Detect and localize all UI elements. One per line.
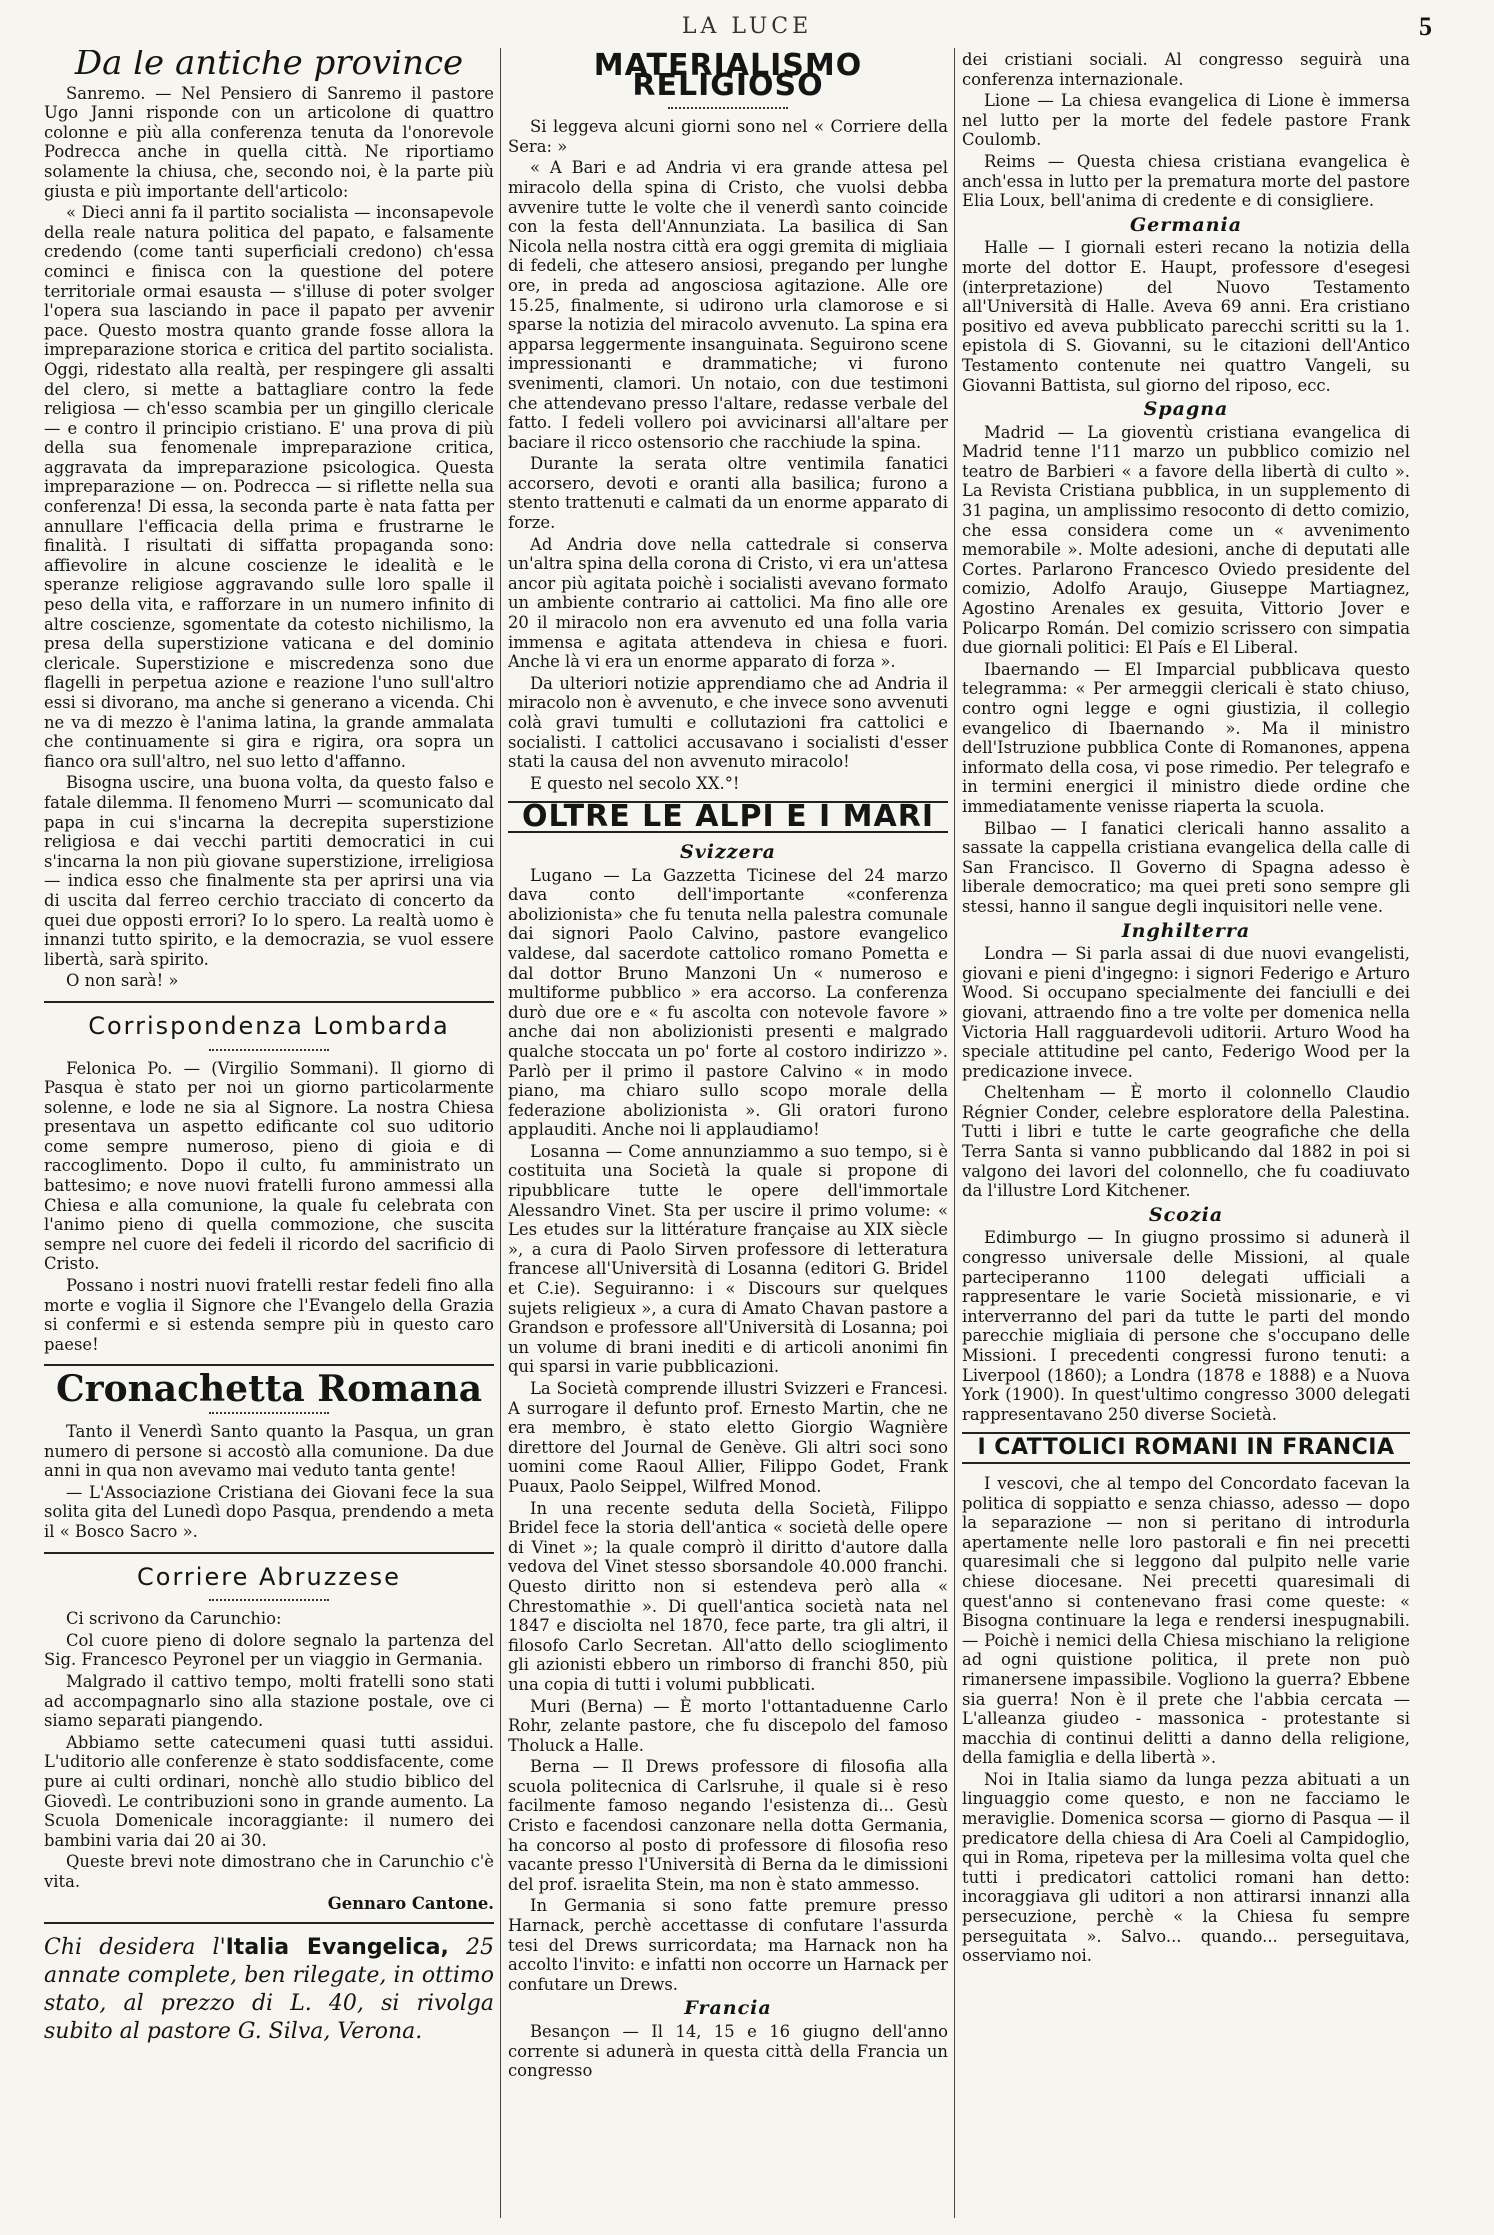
article-paragraph: E questo nel secolo XX.°!: [530, 773, 740, 793]
advertisement: [44, 1922, 494, 2046]
article-paragraph: Besançon — Il 14, 15 e 16 giugno dell'anno corrente si adunerà in questa città della Francia un congresso: [508, 2022, 948, 2081]
article-paragraph: Ci scrivono da Carunchio:: [66, 1609, 282, 1629]
section-divider: [44, 1552, 494, 1564]
article-paragraph: dei cristiani sociali. Al congresso seguirà una conferenza internazionale.: [962, 50, 1410, 89]
section-title-cronachetta-romana: Cronachetta Romana: [55, 1368, 483, 1411]
section-title-oltre-le-alpi: OLTRE LE ALPI E I MARI: [521, 799, 934, 835]
article-paragraph: Noi in Italia siamo da lunga pezza abituati a un linguaggio come questo, e non ne facciamo le meraviglie. Domenica scorsa — giorno di Pasqua — il predicatore della chiesa di Ara Coeli al Campidoglio, qui in Roma, ripeteva per la millesima volta quel che tutti i predicatori cattolici romani han detto: incoraggiava gli uditori a non attirarsi innanzi alla persecuzione, perchè « la Chiesa fu sempre perseguitata ». Salvo... quando... perseguitava, osserviamo noi.: [962, 1769, 1410, 1966]
ad-body: 25 annate complete, ben rilegate, in ottimo stato, al prezzo di L. 40, si rivolga subito al pastore G. Silva, Verona.: [44, 1935, 494, 2045]
section-title-box: [962, 1432, 1410, 1464]
column-rule: [500, 48, 501, 2218]
ad-lead: Chi desidera l': [44, 1935, 226, 1961]
article-paragraph: Malgrado il cattivo tempo, molti fratelli sono stati ad accompagnarlo sino alla stazione postale, ove ci siamo separati piangendo.: [44, 1671, 494, 1731]
article-paragraph: Da ulteriori notizie apprendiamo che ad Andria il miracolo non è avvenuto, e che invece sono avvenuti colà gravi tumulti e collutazioni fra cattolici e socialisti. I cattolici accusavano i socialisti d'esser stati la causa del non avvenuto miracolo!: [508, 673, 948, 772]
article-paragraph: Ibaernando — El Imparcial pubblicava questo telegramma: « Per armeggii clericali è stato chiuso, contro ogni legge e ogni giustizia, il collegio evangelico di Ibaernando ». Ma il ministro dell'Istruzione pubblica Conte di Romanones, appena informato della cosa, vi pose rimedio. Per telegrafo e in termini energici il ministro diede ordine che immediatamente venisse riaperta la scuola.: [962, 659, 1410, 816]
article-paragraph: « Dieci anni fa il partito socialista — inconsapevole della reale natura politica del papato, e falsamente credendo (come tanti superficiali credono) ch'essa cominci e finisca con la questione del potere territoriale ormai esausta — s'illuse di poter svolger l'opera sua lasciando in pace il papato per avvenir pace. Questo mostra quanto grande fosse allora la impreparazione storica e critica del partito socialista. Oggi, ridestato alla realtà, per respingere gli assalti del clero, si mette a battagliare contro la fede religiosa — ch'esso scambia per un gingillo clericale — e contro il principio cristiano. E' una prova di più della sua fenomenale impreparazione critica, aggravata da impreparazione psicologica. Questa impreparazione — on. Podrecca — si riflette nella sua conferenza! Di essa, la seconda parte è nata fatta per annullare l'efficacia della prima e frustrarne le finalità. I risultati di siffatta propaganda sono: affievolire in alcune coscienze le idealità e le speranze religiose aggravando sulle loro spalle il peso della vita, e rafforzare in un numero infinito di altre coscienze, sgomentate da cotesto nichilismo, la presa della superstizione vaticana e del dominio clericale. Superstizione e miscredenza sono due flagelli in perpetua azione e reazione l'uno sull'altro essi si divorano, ma anche si generano a vicenda. Chi ne va di mezzo è l'anima latina, la grande ammalata che continuamente si gira e rigira, ora sopra un fianco ora sull'altro, nel suo letto d'affanno.: [44, 203, 494, 771]
subsection-inghilterra: Inghilterra: [1121, 919, 1251, 942]
section-title-corriere-abruzzese: Corriere Abruzzese: [137, 1562, 401, 1591]
running-title: LA LUCE: [681, 14, 813, 39]
subsection-spagna: Spagna: [1143, 398, 1229, 421]
article-paragraph: Durante la serata oltre ventimila fanatici accorsero, devoti e oranti alla basilica; furono a stento trattenuti e calmati da un enorme apparato di forze.: [508, 454, 948, 533]
section-title-box: [508, 801, 948, 833]
article-paragraph: Cheltenham — È morto il colonnello Claudio Régnier Conder, celebre esploratore della Palestina. Tutti i libri e tutte le carte geografiche che della Terra Santa si vanno pubblicando dal 1882 in poi si valgono dei lavori del colonnello, che fu coadiuvato da l'illustre Lord Kitchener.: [962, 1083, 1410, 1201]
subsection-svizzera: Svizzera: [680, 840, 776, 863]
article-paragraph: Bisogna uscire, una buona volta, da questo falso e fatale dilemma. Il fenomeno Murri — scomunicato dal papa in cui s'incarna la decrepita superstizione religiosa e dai vecchi partiti democratici in cui s'incarna la non più giovane superstizione, irreligiosa — indica esso che finalmente sta per aprirsi una via di uscita dal ferreo cerchio tracciato di concerto da quei due opposti errori? Io lo spero. La realtà uomo è innanzi tutto spirito, e la democrazia, se vuol essere libertà, sarà spirito.: [44, 773, 494, 969]
article-paragraph: Berna — Il Drews professore di filosofia alla scuola politecnica di Carlsruhe, il quale si è reso facilmente famoso negando l'esistenza di... Gesù Cristo e facendosi canzonare nella dotta Germania, ha concorso al posto di professore di filosofia reso vacante presso l'Università di Berna da le dimissioni del prof. israelita Stein, ma non è stato ammesso.: [508, 1757, 948, 1894]
section-title-cattolici-romani: I CATTOLICI ROMANI IN FRANCIA: [977, 1435, 1395, 1461]
column-2: [508, 50, 948, 2210]
article-paragraph: — L'Associazione Cristiana dei Giovani fece la sua solita gita del Lunedì dopo Pasqua, prendendo a meta il « Bosco Sacro ».: [44, 1482, 494, 1541]
section-title-materialismo-religioso: MATERIALISMO RELIGIOSO: [593, 50, 863, 103]
article-paragraph: « A Bari e ad Andria vi era grande attesa pel miracolo della spina di Cristo, che vuolsi debba avvenire tutte le volte che il venerdì santo coincide con la festa dell'Annunziata. La basilica di San Nicola nella nostra città era oggi gremita di migliaia di fedeli, che attesero ansiosi, pregando per lunghe ore, in preda ad angosciosa agitazione. Alle ore 15.25, finalmente, si udirono urla clamorose e si sparse la notizia del miracolo avvenuto. La spina era apparsa leggermente insanguinata. Seguirono scene impressionanti e drammatiche; vi furono svenimenti, clamori. Un notaio, con due testimoni che attendevano presso l'altare, redasse verbale del fatto. I fedeli vollero poi avvicinarsi all'altare per baciare il ricco ostensorio che racchiude la spina.: [508, 158, 948, 452]
column-rule: [954, 48, 955, 2218]
article-paragraph: In Germania si sono fatte premure presso Harnack, perchè accettasse di confutare l'assurda tesi del Drews surricordata; ma Harnack non ha accolto l'invito: e infatti non occorre un Harnack per confutare un Drews.: [508, 1896, 948, 1994]
column-3: [962, 50, 1410, 2210]
article-paragraph: In una recente seduta della Società, Filippo Bridel fece la storia dell'antica « società delle opere di Vinet »; la quale comprò il diritto d'autore dalla vedova del Vinet stesso sborsandole 40.000 franchi. Questo diritto non si estendeva però alla « Chrestomathie ». Di quell'antica società nata nel 1847 e disciolta nel 1870, fece parte, tra gli altri, il filosofo Carlo Secretan. All'atto dello scioglimento gli azionisti ebbero un rimborso di franchi 850, più una copia di tutti i volumi pubblicati.: [508, 1498, 948, 1694]
article-paragraph: Lugano — La Gazzetta Ticinese del 24 marzo dava conto dell'importante «conferenza abolizionista» che fu tenuta nella palestra comunale dai signori Paolo Calvino, pastore evangelico valdese, dal sacerdote cattolico romano Pometta e dal dottor Bruno Manzoni Un « numeroso e multiforme pubblico » era accorso. La conferenza durò due ore e « fu ascolta con notevole favore » anche dai non abolizionisti presenti e malgrado qualche stoccata un po' forte al costoro indirizzo ». Parlò per il primo il pastore Calvino « in modo piano, ma chiaro sullo scopo morale della federazione abolizionista ». Gli oratori furono applauditi. Anche noi li applaudiamo!: [508, 865, 948, 1140]
page-number: 5: [1419, 12, 1432, 41]
wavy-rule: [209, 1043, 329, 1051]
article-paragraph: Madrid — La gioventù cristiana evangelica di Madrid tenne l'11 marzo un pubblico comizio nel teatro de Barbieri « a favore della libertà di culto ». La Revista Cristiana pubblica, in un supplemento di 31 pagina, un amplissimo resoconto di detto comizio, che essa considera come un « avvenimento memorabile ». Molte adesioni, anche di deputati alle Cortes. Parlarono Francesco Oviedo presidente del comizio, Adolfo Araujo, Giuseppe Martiagnez, Agostino Arenales ex gesuita, Vittorio Jover e Policarpo Román. Del comizio scrissero con simpatia due giornali politici: El País e El Liberal.: [962, 422, 1410, 658]
subsection-scozia: Scozia: [1148, 1203, 1224, 1226]
wavy-rule: [209, 1593, 329, 1601]
article-paragraph: Londra — Si parla assai di due nuovi evangelisti, giovani e pieni d'ingegno: i signori Federigo e Arturo Wood. Si occupano specialmente dei fanciulli e dei giovani, attraendo fino a tre volte per domenica nella Victoria Hall ragguardevoli uditorii. Arturo Wood ha speciale attitudine pel canto, Federigo Wood per la predicazione invece.: [962, 944, 1410, 1081]
article-paragraph: Si leggeva alcuni giorni sono nel « Corriere della Sera: »: [508, 117, 948, 156]
signature: Gennaro Cantone.: [327, 1894, 494, 1914]
subsection-francia: Francia: [684, 1997, 772, 2020]
article-paragraph: Halle — I giornali esteri recano la notizia della morte del dottor E. Haupt, professore d'esegesi (interpretazione) del Nuovo Testamento all'Università di Halle. Aveva 69 anni. Era cristiano positivo ed aveva pubblicato parecchi scritti su la 1. epistola di S. Giovanni, su le citazioni dell'Antico Testamento contenute nei quattro Vangeli, su Giovanni Battista, sul giorno del riposo, ecc.: [962, 238, 1410, 395]
article-paragraph: Ad Andria dove nella cattedrale si conserva un'altra spina della corona di Cristo, vi era un'attesa ancor più agitata poichè i socialisti avevano formato un ambiente contrario ai cattolici. Ma fino alle ore 20 il miracolo non era avvenuto ed una folla varia immensa e agitata attendeva in chiesa e fuori. Anche là vi era un enorme apparato di forza ».: [508, 534, 948, 672]
section-title-corrispondenza-lombarda: Corrispondenza Lombarda: [88, 1011, 450, 1040]
article-paragraph: Felonica Po. — (Virgilio Sommani). Il giorno di Pasqua è stato per noi un giorno particolarmente solenne, e lode ne sia al Signore. La nostra Chiesa presentava un aspetto edificante col suo uditorio come sempre numeroso, pieno di gioia e di raccoglimento. Dopo il culto, fu amministrato un battesimo; e nove nuovi fratelli furono ammessi alla Chiesa e alla comunione, la quale fu celebrata con l'animo pieno di quella commozione, che suscita sempre nel cuore dei fedeli il ricordo del sacrificio di Cristo.: [44, 1058, 494, 1274]
article-paragraph: Tanto il Venerdì Santo quanto la Pasqua, un gran numero di persone si accostò alla comunione. Da due anni in qua non avevamo mai veduto tanta gente!: [44, 1422, 494, 1481]
subsection-germania: Germania: [1129, 213, 1243, 236]
article-paragraph: O non sarà! »: [66, 971, 179, 991]
section-title-antiche-province: Da le antiche province: [74, 50, 464, 83]
article-paragraph: Queste brevi note dimostrano che in Carunchio c'è vita.: [44, 1852, 494, 1891]
article-paragraph: Abbiamo sette catecumeni quasi tutti assidui. L'uditorio alle conferenze è stato soddisfacente, come pure ai culti ordinari, nonchè allo studio biblico del Giovedì. Le contribuzioni sono in grande aumento. La Scuola Domenicale incoraggiante: il numero dei bambini varia dai 20 ai 30.: [44, 1732, 494, 1850]
ad-title: Italia Evangelica,: [225, 1935, 449, 1961]
article-paragraph: Edimburgo — In giugno prossimo si adunerà il congresso universale delle Missioni, al quale parteciperanno 1100 delegati ufficiali a rappresentare le varie Società missionarie, e vi interverranno del pari da tutte le parti del mondo parecchie migliaia di persone che s'occupano delle Missioni. I precedenti congressi furono tenuti: a Liverpool (1860); a Londra (1878 e 1888) e a Nuova York (1900). In quest'ultimo congresso 3000 delegati rappresentavano 250 diverse Società.: [962, 1228, 1410, 1424]
article-paragraph: Sanremo. — Nel Pensiero di Sanremo il pastore Ugo Janni risponde con un articolone di quattro colonne e più alla conferenza tenuta da l'onorevole Podrecca anche in quella città. Ne riportiamo solamente la chiusa, che, secondo noi, è la parte più giusta e più importante dell'articolo:: [44, 83, 494, 201]
article-paragraph: I vescovi, che al tempo del Concordato facevan la politica di soppiatto e senza chiasso, adesso — dopo la separazione — non si peritano di introdurla apertamente nelle loro pastorali e fin nei precetti quaresimali che si leggono dal pulpito nelle varie chiese diocesane. Nei precetti quaresimali di quest'anno si contenevano frasi come queste: « Bisogna continuare la lega e rendersi inespugnabili. — Poichè i nemici della Chiesa mischiano la religione ad ogni quistione politica, il prete non può rimanersene impassibile. Vogliono la guerra? Ebbene sia guerra! Non è il prete che l'abbia cercata — L'alleanza giudeo - massonica - protestante si macchia di continui delitti a danno della religione, della famiglia e della libertà ».: [962, 1473, 1410, 1768]
article-paragraph: La Società comprende illustri Svizzeri e Francesi. A surrogare il defunto prof. Ernesto Martin, che ne era membro, è stato eletto Giorgio Wagnière direttore del Journal de Genève. Gli altri soci sono uomini come Raoul Allier, Filippo Godet, Frank Puaux, Paolo Seippel, Wilfred Monod.: [508, 1379, 948, 1496]
article-paragraph: Possano i nostri nuovi fratelli restar fedeli fino alla morte e voglia il Signore che l'Evangelo della Grazia si confermi e si estenda sempre più in questo caro paese!: [44, 1276, 494, 1354]
running-head: [0, 6, 1494, 46]
column-1: [44, 50, 494, 2210]
article-paragraph: Lione — La chiesa evangelica di Lione è immersa nel lutto per la morte del fedele pastore Frank Coulomb.: [962, 91, 1410, 150]
article-paragraph: Muri (Berna) — È morto l'ottantaduenne Carlo Rohr, zelante pastore, che fu discepolo del famoso Tholuck a Halle.: [508, 1696, 948, 1755]
article-paragraph: Bilbao — I fanatici clericali hanno assalito a sassate la cappella cristiana evangelica della calle di San Francisco. Il Governo di Spagna adesso è liberale democratico; ma quei preti sono sempre gli stessi, hanno il sangue degli inquisitori nelle vene.: [962, 818, 1410, 916]
article-paragraph: Col cuore pieno di dolore segnalo la partenza del Sig. Francesco Peyronel per un viaggio in Germania.: [44, 1630, 494, 1670]
article-paragraph: Losanna — Come annunziammo a suo tempo, si è costituita una Società la quale si propone di ripubblicare tutte le opere dell'immortale Alessandro Vinet. Sta per uscire il primo volume: « Les etudes sur la littérature française au XIX siècle », a cura di Paolo Sirven professore di letteratura francese all'Università di Losanna (editori G. Bridel et C.ie). Seguiranno: i « Discours sur quelques sujets religieux », a cura di Amato Chavan pastore a Grandson e professore all'Università di Losanna; poi un volume di brani inediti e di articoli anonimi fin qui sparsi in varie pubblicazioni.: [508, 1141, 948, 1377]
article-paragraph: Reims — Questa chiesa cristiana evangelica è anch'essa in lutto per la prematura morte del pastore Elia Loux, bell'anima di credente e di consigliere.: [962, 151, 1410, 211]
